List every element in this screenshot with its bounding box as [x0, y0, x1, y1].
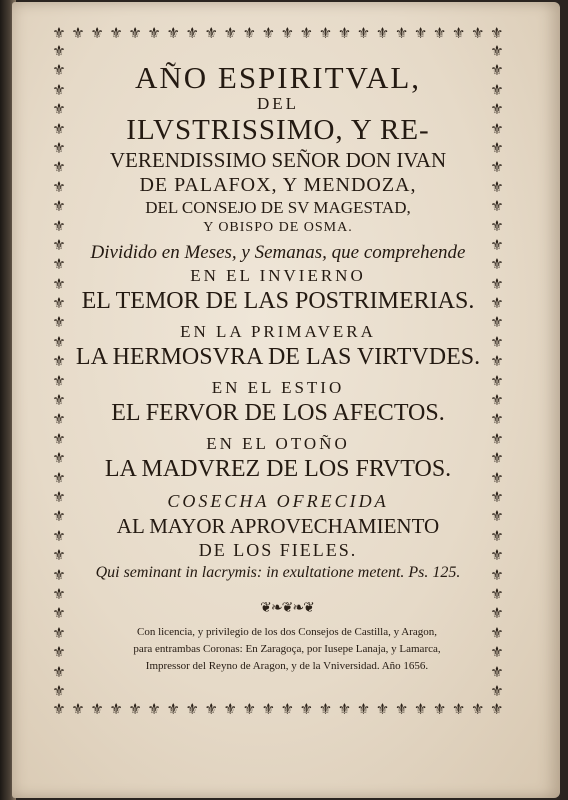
fleuron-ornament-icon: ⚜ — [490, 662, 504, 681]
season-autumn-label: EN EL OTOÑO — [206, 434, 350, 453]
title-line-1: AÑO ESPIRITVAL, — [134, 60, 422, 95]
fleuron-ornament-icon: ⚜ — [299, 700, 314, 718]
border-left-column — [50, 42, 68, 700]
season-spring-label: EN LA PRIMAVERA — [180, 322, 376, 341]
fleuron-ornament-icon: ⚜ — [490, 294, 504, 313]
fleuron-ornament-icon: ⚜ — [147, 24, 161, 42]
fleuron-ornament-icon: ⚜ — [52, 429, 66, 448]
fleuron-ornament-icon: ⚜ — [242, 700, 257, 718]
season-spring-theme: LA HERMOSVRA DE LAS VIRTVDES. — [75, 344, 481, 370]
imprint-line-3: Impressor del Reyno de Aragon, y de la Vniversidad. Año 1656. — [145, 660, 429, 672]
fleuron-ornament-icon: ⚜ — [470, 700, 485, 718]
border-right-column — [488, 42, 506, 700]
fleuron-ornament-icon: ⚜ — [394, 24, 409, 42]
fleuron-ornament-icon: ⚜ — [52, 449, 66, 468]
fleuron-ornament-icon: ⚜ — [490, 371, 504, 390]
fleuron-ornament-icon: ⚜ — [280, 24, 295, 42]
fleuron-ornament-icon: ⚜ — [52, 468, 66, 487]
fleuron-ornament-icon: ⚜ — [490, 584, 504, 603]
fleuron-ornament-icon: ⚜ — [52, 526, 66, 545]
fleuron-ornament-icon: ⚜ — [490, 468, 504, 487]
fleuron-ornament-icon: ⚜ — [52, 197, 66, 216]
title-page — [12, 2, 560, 798]
fleuron-ornament-icon: ⚜ — [432, 24, 447, 42]
fleuron-ornament-icon: ⚜ — [490, 235, 504, 254]
fleuron-ornament-icon: ⚜ — [52, 371, 66, 390]
printers-flourish-icon: ❦❧❦❧❦ — [260, 600, 314, 616]
imprint-block — [82, 624, 492, 675]
border-top-row — [50, 24, 506, 42]
fleuron-ornament-icon: ⚜ — [52, 100, 66, 119]
fleuron-ornament-icon: ⚜ — [451, 700, 466, 718]
fleuron-ornament-icon: ⚜ — [490, 623, 504, 642]
fleuron-ornament-icon: ⚜ — [490, 487, 504, 506]
border-bottom-row — [50, 700, 506, 718]
fleuron-ornament-icon: ⚜ — [109, 24, 123, 42]
fleuron-ornament-icon: ⚜ — [52, 216, 66, 235]
fleuron-ornament-icon: ⚜ — [490, 197, 504, 216]
fleuron-ornament-icon: ⚜ — [490, 100, 504, 119]
title-line-4: VERENDISSIMO SEÑOR DON IVAN — [109, 148, 447, 172]
fleuron-ornament-icon: ⚜ — [337, 24, 352, 42]
fleuron-ornament-icon: ⚜ — [52, 274, 66, 293]
fleuron-ornament-icon: ⚜ — [413, 700, 428, 718]
fleuron-ornament-icon: ⚜ — [52, 119, 66, 138]
fleuron-ornament-icon: ⚜ — [52, 391, 66, 410]
fleuron-ornament-icon: ⚜ — [52, 332, 66, 351]
fleuron-ornament-icon: ⚜ — [185, 24, 199, 42]
fleuron-ornament-icon: ⚜ — [451, 24, 466, 42]
fleuron-ornament-icon: ⚜ — [490, 119, 504, 138]
fleuron-ornament-icon: ⚜ — [52, 410, 66, 429]
season-winter-label: EN EL INVIERNO — [190, 266, 366, 285]
fleuron-ornament-icon: ⚜ — [128, 700, 142, 718]
title-line-2: DEL — [256, 94, 300, 113]
fleuron-ornament-icon: ⚜ — [490, 274, 504, 293]
title-line-7: Y OBISPO DE OSMA. — [203, 220, 353, 235]
harvest-line: COSECHA OFRECIDA — [167, 491, 389, 511]
fleuron-ornament-icon: ⚜ — [490, 643, 504, 662]
fleuron-ornament-icon: ⚜ — [166, 24, 180, 42]
fleuron-ornament-icon: ⚜ — [490, 391, 504, 410]
fleuron-ornament-icon: ⚜ — [52, 584, 66, 603]
imprint-line-1: Con licencia, y privilegio de los dos Consejos de Castilla, y Aragon, — [136, 626, 437, 638]
fleuron-ornament-icon: ⚜ — [109, 700, 123, 718]
fleuron-ornament-icon: ⚜ — [356, 700, 371, 718]
fleuron-ornament-icon: ⚜ — [356, 24, 371, 42]
fleuron-ornament-icon: ⚜ — [90, 700, 104, 718]
fleuron-ornament-icon: ⚜ — [490, 507, 504, 526]
fleuron-ornament-icon: ⚜ — [52, 643, 66, 662]
title-line-3: ILVSTRISSIMO, Y RE- — [126, 114, 430, 146]
fleuron-ornament-icon: ⚜ — [490, 332, 504, 351]
fleuron-ornament-icon: ⚜ — [52, 623, 66, 642]
fleuron-ornament-icon: ⚜ — [52, 80, 66, 99]
fleuron-ornament-icon: ⚜ — [490, 352, 504, 371]
fleuron-ornament-icon: ⚜ — [223, 24, 237, 42]
season-autumn-theme: LA MADVREZ DE LOS FRVTOS. — [104, 456, 452, 482]
imprint-line-2: para entrambas Coronas: En Zaragoça, por Iusepe Lanaja, y Lamarca, — [133, 643, 441, 655]
fleuron-ornament-icon: ⚜ — [71, 24, 85, 42]
fleuron-ornament-icon: ⚜ — [52, 700, 66, 718]
fleuron-ornament-icon: ⚜ — [490, 61, 504, 80]
fleuron-ornament-icon: ⚜ — [52, 352, 66, 371]
fleuron-ornament-icon: ⚜ — [52, 565, 66, 584]
fleuron-ornament-icon: ⚜ — [490, 177, 504, 196]
fleuron-ornament-icon: ⚜ — [52, 158, 66, 177]
fleuron-ornament-icon: ⚜ — [52, 255, 66, 274]
fleuron-ornament-icon: ⚜ — [223, 700, 237, 718]
fleuron-ornament-icon: ⚜ — [394, 700, 409, 718]
fleuron-ornament-icon: ⚜ — [490, 158, 504, 177]
fleuron-ornament-icon: ⚜ — [490, 526, 504, 545]
fleuron-ornament-icon: ⚜ — [204, 700, 218, 718]
fleuron-ornament-icon: ⚜ — [71, 700, 85, 718]
fleuron-ornament-icon: ⚜ — [52, 235, 66, 254]
fleuron-ornament-icon: ⚜ — [490, 429, 504, 448]
fleuron-ornament-icon: ⚜ — [280, 700, 295, 718]
fleuron-ornament-icon: ⚜ — [52, 177, 66, 196]
fleuron-ornament-icon: ⚜ — [147, 700, 161, 718]
fleuron-ornament-icon: ⚜ — [490, 410, 504, 429]
season-summer-label: EN EL ESTIO — [211, 378, 345, 397]
fleuron-ornament-icon: ⚜ — [490, 80, 504, 99]
fleuron-ornament-icon: ⚜ — [52, 138, 66, 157]
fleuron-ornament-icon: ⚜ — [490, 565, 504, 584]
fleuron-ornament-icon: ⚜ — [52, 61, 66, 80]
fleuron-ornament-icon: ⚜ — [375, 24, 390, 42]
fleuron-ornament-icon: ⚜ — [413, 24, 428, 42]
title-line-6: DEL CONSEJO DE SV MAGESTAD, — [145, 198, 411, 217]
season-summer-theme: EL FERVOR DE LOS AFECTOS. — [111, 400, 445, 426]
fleuron-ornament-icon: ⚜ — [490, 546, 504, 565]
fleuron-ornament-icon: ⚜ — [166, 700, 180, 718]
latin-epigraph: Qui seminant in lacrymis: in exultatione metent. Ps. 125. — [95, 564, 461, 581]
fleuron-ornament-icon: ⚜ — [52, 604, 66, 623]
fleuron-ornament-icon: ⚜ — [490, 313, 504, 332]
fleuron-ornament-icon: ⚜ — [490, 449, 504, 468]
fleuron-ornament-icon: ⚜ — [242, 24, 257, 42]
fleuron-ornament-icon: ⚜ — [318, 700, 333, 718]
fleuron-ornament-icon: ⚜ — [90, 24, 104, 42]
fleuron-ornament-icon: ⚜ — [52, 681, 66, 700]
fleuron-ornament-icon: ⚜ — [52, 24, 66, 42]
fleuron-ornament-icon: ⚜ — [261, 700, 276, 718]
fleuron-ornament-icon: ⚜ — [185, 700, 199, 718]
fleuron-ornament-icon: ⚜ — [490, 138, 504, 157]
fleuron-ornament-icon: ⚜ — [52, 662, 66, 681]
fleuron-ornament-icon: ⚜ — [52, 294, 66, 313]
fleuron-ornament-icon: ⚜ — [489, 24, 504, 42]
fleuron-ornament-icon: ⚜ — [52, 42, 66, 60]
fleuron-ornament-icon: ⚜ — [490, 42, 504, 60]
fleuron-ornament-icon: ⚜ — [204, 24, 218, 42]
title-line-5: DE PALAFOX, Y MENDOZA, — [139, 174, 417, 196]
fleuron-ornament-icon: ⚜ — [490, 681, 504, 700]
subtitle-divided: Dividido en Meses, y Semanas, que comprehende — [90, 242, 466, 263]
fleuron-ornament-icon: ⚜ — [490, 216, 504, 235]
fleuron-ornament-icon: ⚜ — [375, 700, 390, 718]
faithful-line: DE LOS FIELES. — [198, 540, 358, 560]
fleuron-ornament-icon: ⚜ — [52, 313, 66, 332]
fleuron-ornament-icon: ⚜ — [470, 24, 485, 42]
fleuron-ornament-icon: ⚜ — [489, 700, 504, 718]
fleuron-ornament-icon: ⚜ — [490, 255, 504, 274]
fleuron-ornament-icon: ⚜ — [299, 24, 314, 42]
fleuron-ornament-icon: ⚜ — [52, 507, 66, 526]
fleuron-ornament-icon: ⚜ — [52, 546, 66, 565]
title-block — [68, 62, 488, 585]
fleuron-ornament-icon: ⚜ — [337, 700, 352, 718]
dedication-line: AL MAYOR APROVECHAMIENTO — [116, 514, 440, 538]
fleuron-ornament-icon: ⚜ — [261, 24, 276, 42]
fleuron-ornament-icon: ⚜ — [318, 24, 333, 42]
fleuron-ornament-icon: ⚜ — [128, 24, 142, 42]
fleuron-ornament-icon: ⚜ — [490, 604, 504, 623]
season-winter-theme: EL TEMOR DE LAS POSTRIMERIAS. — [81, 288, 475, 314]
fleuron-ornament-icon: ⚜ — [52, 487, 66, 506]
fleuron-ornament-icon: ⚜ — [432, 700, 447, 718]
